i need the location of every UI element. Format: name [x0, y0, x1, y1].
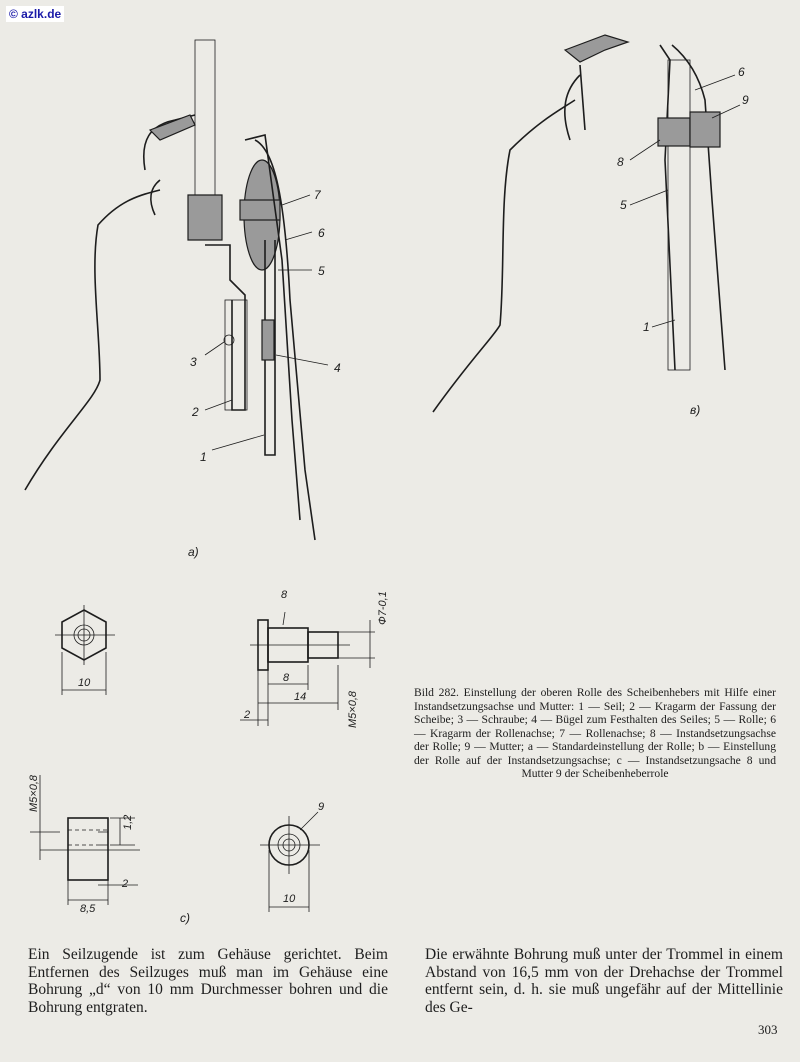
view-a-label: a) — [188, 545, 199, 559]
washer-part-number: 9 — [318, 801, 325, 813]
view-b-label: в) — [690, 403, 701, 417]
callout-a-6: 6 — [318, 226, 325, 240]
dim-nut2-width: 8,5 — [80, 903, 96, 915]
callout-b-9: 9 — [742, 93, 749, 107]
figure-caption: Bild 282. Einstellung der oberen Rolle des Scheibenhebers mit Hilfe einer Instandsetzungsachse und Mutter: 1 — Seil; 2 — Kragarm der Fassung der Scheibe; 3 — Schraube; 4 — Bügel zum Festhalten des Seiles; 5 — Rolle; 6 — Kragarm der Rollenachse; 7 — Rollenachse; 8 — Instandsetzungsachse der Rolle; 9 — Mutter; a — Standardeinstellung der Rolle; b — Einstellung der Rolle auf der Instandsetzungsachse; c — Instandsetzungsache 8 und Mutter 9 der Scheibenheberrole — [414, 686, 776, 780]
dim-nut2-offset: 2 — [122, 878, 129, 890]
dim-washer-width: 10 — [283, 893, 296, 905]
callout-a-2: 2 — [192, 405, 199, 419]
dim-nut-width: 10 — [78, 677, 91, 689]
callout-a-1: 1 — [200, 450, 207, 464]
paragraph-right: Die erwähnte Bohrung muß unter der Trommel in einem Abstand von 16,5 mm von der Drehachse der Trommel entfernt sein, d. h. sie muß ungefähr auf der Mittellinie des Ge- — [425, 946, 783, 1016]
dim-axle-len1: 8 — [283, 672, 290, 684]
callout-a-5: 5 — [318, 264, 325, 278]
view-b — [433, 35, 740, 412]
dim-axle-len2: 14 — [294, 691, 307, 703]
paragraph-left: Ein Seilzugende ist zum Gehäuse gerichtet. Beim Entfernen des Seilzuges muß man im Gehäuse eine Bohrung „d“ von 10 mm Durchmesser bohren und die Bohrung entgraten. — [28, 946, 388, 1016]
page-number: 303 — [758, 1022, 778, 1037]
callout-b-8: 8 — [617, 155, 624, 169]
dim-nut2-thread: M5×0,8 — [28, 775, 40, 812]
dim-nut2-h: 1,2 — [122, 814, 134, 830]
dim-axle-dia: Ф7-0,1 — [377, 591, 389, 625]
view-a — [25, 40, 328, 540]
dim-axle-offset: 2 — [244, 709, 251, 721]
dim-axle-thread: M5×0,8 — [347, 691, 359, 728]
callout-a-4: 4 — [334, 361, 341, 375]
callout-b-6: 6 — [738, 65, 745, 79]
callout-b-5: 5 — [620, 198, 627, 212]
callout-b-1: 1 — [643, 320, 650, 334]
callout-a-3: 3 — [190, 355, 197, 369]
callout-a-7: 7 — [314, 188, 321, 202]
view-c-label: c) — [180, 911, 190, 925]
axle-part-number: 8 — [281, 589, 288, 601]
watermark: © azlk.de — [6, 6, 64, 22]
